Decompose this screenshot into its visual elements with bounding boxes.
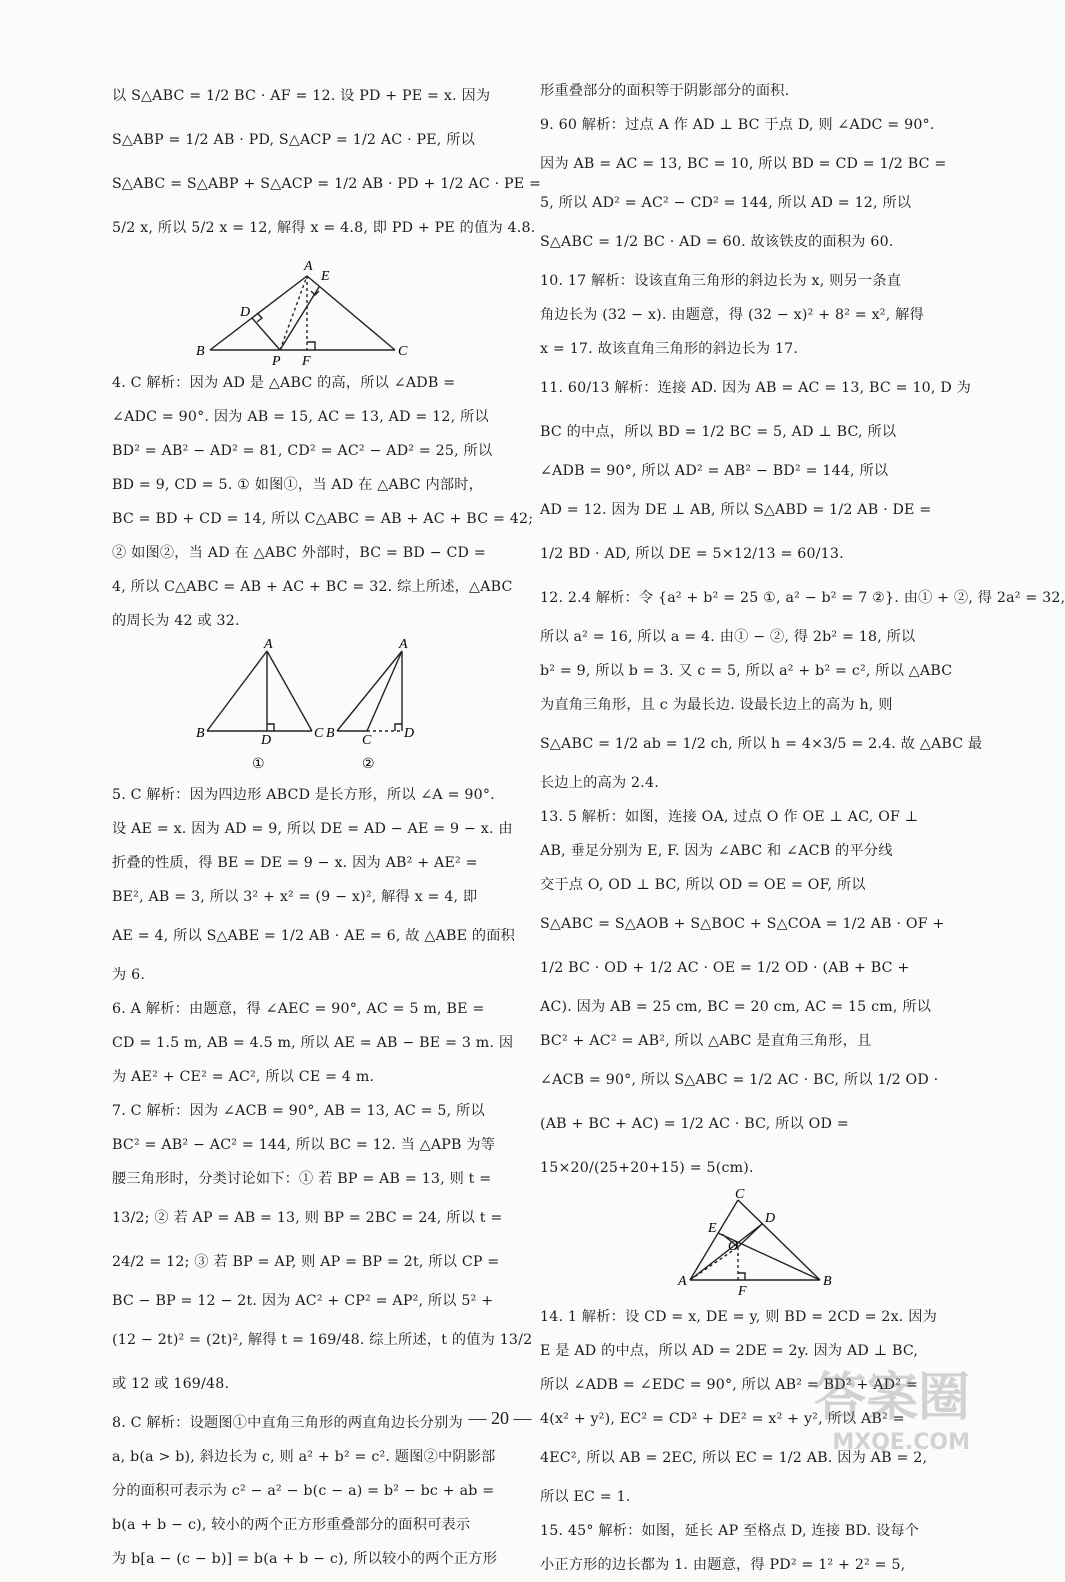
text-line: AB, 垂足分别为 E, F. 因为 ∠ABC 和 ∠ACB 的平分线 xyxy=(540,843,893,859)
fig-label: D xyxy=(240,305,251,320)
text-line: S△ABC = 1/2 ab = 1/2 ch, 所以 h = 4×3/5 = 2.4. 故 △ABC 最 xyxy=(540,736,983,752)
text-line: 13. 5 解析：如图，连接 OA, 过点 O 作 OE ⊥ AC, OF ⊥ xyxy=(540,809,919,825)
text-line: b(a + b − c), 较小的两个正方形重叠部分的面积可表示 xyxy=(112,1517,471,1533)
text-line: 1/2 BD · AD, 所以 DE = 5×12/13 = 60/13. xyxy=(540,546,844,562)
text-line: ∠ADC = 90°. 因为 AB = 15, AC = 13, AD = 12, 所以 xyxy=(112,409,489,425)
fig-label: P xyxy=(272,354,281,369)
fig-label: F xyxy=(738,1284,747,1299)
text-line: AC). 因为 AB = 25 cm, BC = 20 cm, AC = 15 cm, 所以 xyxy=(540,999,932,1015)
fig-label: D xyxy=(404,726,415,741)
fig-label: E xyxy=(708,1221,717,1236)
text-line: CD = 1.5 m, AB = 4.5 m, 所以 AE = AB − BE = 3 m. 因 xyxy=(112,1035,514,1051)
left-column xyxy=(112,74,542,1576)
fig-label: C xyxy=(398,344,408,359)
text-line: 5. C 解析：因为四边形 ABCD 是长方形，所以 ∠A = 90°. xyxy=(112,787,495,803)
text-line: 1/2 BC · OD + 1/2 AC · OE = 1/2 OD · (AB + BC + xyxy=(540,960,910,976)
text-line: 因为 AB = AC = 13, BC = 10, 所以 BD = CD = 1/2 BC = xyxy=(540,156,947,172)
watermark-text: 答案圈 xyxy=(813,1368,970,1428)
fig-label: B xyxy=(196,344,205,359)
text-line: BC² = AB² − AC² = 144, 所以 BC = 12. 当 △APB 为等 xyxy=(112,1137,496,1153)
fig-caption: ① xyxy=(252,756,265,772)
text-line: 或 12 或 169/48. xyxy=(112,1376,230,1392)
text-line: 15. 45° 解析：如图，延长 AP 至格点 D, 连接 BD. 设每个 xyxy=(540,1523,920,1539)
fig-label: C xyxy=(735,1187,745,1202)
text-line: x = 17. 故该直角三角形的斜边长为 17. xyxy=(540,341,799,357)
text-line: BE², AB = 3, 所以 3² + x² = (9 − x)², 解得 x = 4, 即 xyxy=(112,889,478,905)
text-line: 所以 a² = 16, 所以 a = 4. 由① − ②, 得 2b² = 18, 所以 xyxy=(540,629,916,645)
fig-caption: ② xyxy=(362,756,375,772)
text-line: 分的面积可表示为 c² − a² − b(c − a) = b² − bc + ab = xyxy=(112,1483,495,1499)
text-line: 24/2 = 12; ③ 若 BP = AP, 则 AP = BP = 2t, 所以 CP = xyxy=(112,1254,500,1270)
fig-label: C xyxy=(314,726,324,741)
text-line: 为 b[a − (c − b)] = b(a + b − c), 所以较小的两个正方形 xyxy=(112,1551,498,1567)
fig-label: A xyxy=(678,1274,687,1289)
figure-q4 xyxy=(112,638,512,778)
text-line: 9. 60 解析：过点 A 作 AD ⊥ BC 于点 D, 则 ∠ADC = 90°. xyxy=(540,117,935,133)
figure-q13 xyxy=(540,1187,950,1300)
text-line: 15×20/(25+20+15) = 5(cm). xyxy=(540,1160,754,1176)
text-line: BC 的中点，所以 BD = 1/2 BC = 5, AD ⊥ BC, 所以 xyxy=(540,424,897,440)
text-line: 11. 60/13 解析：连接 AD. 因为 AB = AC = 13, BC = 10, D 为 xyxy=(540,380,971,396)
text-line: 14. 1 解析：设 CD = x, DE = y, 则 BD = 2CD = 2x. 因为 xyxy=(540,1309,938,1325)
text-line: 5, 所以 AD² = AC² − CD² = 144, 所以 AD = 12, 所以 xyxy=(540,195,912,211)
text-line: 4EC², 所以 AB = 2EC, 所以 EC = 1/2 AB. 因为 AB = 2, xyxy=(540,1450,928,1466)
text-line: AD = 12. 因为 DE ⊥ AB, 所以 S△ABD = 1/2 AB · DE = xyxy=(540,502,932,518)
text-line: 交于点 O, OD ⊥ BC, 所以 OD = OE = OF, 所以 xyxy=(540,877,866,893)
text-line: BC² + AC² = AB², 所以 △ABC 是直角三角形，且 xyxy=(540,1033,872,1049)
text-line: a, b(a > b), 斜边长为 c, 则 a² + b² = c². 题图②中阴影部 xyxy=(112,1449,496,1465)
fig-label: B xyxy=(823,1274,832,1289)
fig-label: D xyxy=(261,733,272,748)
text-line: S△ABP = 1/2 AB · PD, S△ACP = 1/2 AC · PE, 所以 xyxy=(112,132,475,148)
fig-label: O xyxy=(728,1239,739,1254)
text-line: 12. 2.4 解析：令 {a² + b² = 25 ①, a² − b² = 7 ②}. 由① + ②, 得 2a² = 32, xyxy=(540,590,1065,606)
text-line: 为 6. xyxy=(112,967,146,983)
text-line: 为 AE² + CE² = AC², 所以 CE = 4 m. xyxy=(112,1069,375,1085)
text-line: 设 AE = x. 因为 AD = 9, 所以 DE = AD − AE = 9 − x. 由 xyxy=(112,821,513,837)
watermark-logo xyxy=(814,1355,970,1455)
text-line: 所以 ∠ADB = ∠EDC = 90°, 所以 AB² = BD² + AD² = xyxy=(540,1377,918,1393)
text-line: BD² = AB² − AD² = 81, CD² = AC² − AD² = 25, 所以 xyxy=(112,443,493,459)
fig-label: A xyxy=(304,259,313,274)
fig-label: B xyxy=(326,726,335,741)
fig-label: E xyxy=(321,269,330,284)
text-line: 以 S△ABC = 1/2 BC · AF = 12. 设 PD + PE = x. 因为 xyxy=(112,88,491,104)
text-line: 所以 EC = 1. xyxy=(540,1489,631,1505)
text-line: S△ABC = 1/2 BC · AD = 60. 故该铁皮的面积为 60. xyxy=(540,234,894,250)
text-line: 长边上的高为 2.4. xyxy=(540,775,659,791)
text-line: 8. C 解析：设题图①中直角三角形的两直角边长分别为 xyxy=(112,1415,463,1431)
text-line: 形重叠部分的面积等于阴影部分的面积. xyxy=(540,83,790,99)
text-line: ∠ACB = 90°, 所以 S△ABC = 1/2 AC · BC, 所以 1/2 OD · xyxy=(540,1072,939,1088)
text-line: 腰三角形时，分类讨论如下：① 若 BP = AB = 13, 则 t = xyxy=(112,1171,492,1187)
fig-label: F xyxy=(302,354,311,369)
text-line: S△ABC = S△AOB + S△BOC + S△COA = 1/2 AB · OF + xyxy=(540,916,945,932)
fig-label: B xyxy=(196,726,205,741)
page-number: — 20 — xyxy=(468,1408,532,1428)
fig-label: C xyxy=(362,733,372,748)
figure-q3 xyxy=(112,250,512,369)
fig-label: D xyxy=(765,1211,776,1226)
text-line: BC − BP = 12 − 2t. 因为 AC² + CP² = AP², 所以 5² + xyxy=(112,1293,494,1309)
text-line: 为直角三角形，且 c 为最长边. 设最长边上的高为 h, 则 xyxy=(540,697,893,713)
text-line: 角边长为 (32 − x). 由题意，得 (32 − x)² + 8² = x², 解得 xyxy=(540,307,924,323)
text-line: (12 − 2t)² = (2t)², 解得 t = 169/48. 综上所述，t 的值为 13/2 xyxy=(112,1332,533,1348)
text-line: 13/2; ② 若 AP = AB = 13, 则 BP = 2BC = 24, 所以 t = xyxy=(112,1210,503,1226)
text-line: 4. C 解析：因为 AD 是 △ABC 的高，所以 ∠ADB = xyxy=(112,375,456,391)
watermark-text: MXQE.COM xyxy=(832,1430,970,1455)
text-line: ∠ADB = 90°, 所以 AD² = AB² − BD² = 144, 所以 xyxy=(540,463,889,479)
text-line: 10. 17 解析：设该直角三角形的斜边长为 x, 则另一条直 xyxy=(540,273,902,289)
text-line: 7. C 解析：因为 ∠ACB = 90°, AB = 13, AC = 5, 所以 xyxy=(112,1103,485,1119)
text-line: 的周长为 42 或 32. xyxy=(112,613,240,629)
text-line: E 是 AD 的中点，所以 AD = 2DE = 2y. 因为 AD ⊥ BC, xyxy=(540,1343,919,1359)
text-line: 5/2 x, 所以 5/2 x = 12, 解得 x = 4.8, 即 PD + PE 的值为 4.8. xyxy=(112,220,536,236)
text-line: (AB + BC + AC) = 1/2 AC · BC, 所以 OD = xyxy=(540,1116,849,1132)
text-line: 4(x² + y²), EC² = CD² + DE² = x² + y², 所以 AB² = xyxy=(540,1411,905,1427)
text-line: ② 如图②，当 AD 在 △ABC 外部时，BC = BD − CD = xyxy=(112,545,486,561)
fig-label: A xyxy=(264,637,273,652)
fig-label: A xyxy=(399,637,408,652)
text-line: BC = BD + CD = 14, 所以 C△ABC = AB + AC + BC = 42; xyxy=(112,511,534,527)
text-line: S△ABC = S△ABP + S△ACP = 1/2 AB · PD + 1/2 AC · PE = xyxy=(112,176,542,192)
text-line: b² = 9, 所以 b = 3. 又 c = 5, 所以 a² + b² = c², 所以 △ABC xyxy=(540,663,953,679)
text-line: 4, 所以 C△ABC = AB + AC + BC = 32. 综上所述，△ABC xyxy=(112,579,513,595)
text-line: BD = 9, CD = 5. ① 如图①，当 AD 在 △ABC 内部时， xyxy=(112,477,484,493)
text-line: 6. A 解析：由题意，得 ∠AEC = 90°, AC = 5 m, BE = xyxy=(112,1001,485,1017)
text-line: 小正方形的边长都为 1. 由题意，得 PD² = 1² + 2² = 5, xyxy=(540,1557,906,1573)
text-line: 折叠的性质，得 BE = DE = 9 − x. 因为 AB² + AE² = xyxy=(112,855,478,871)
text-line: AE = 4, 所以 S△ABE = 1/2 AB · AE = 6, 故 △ABE 的面积 xyxy=(112,928,516,944)
